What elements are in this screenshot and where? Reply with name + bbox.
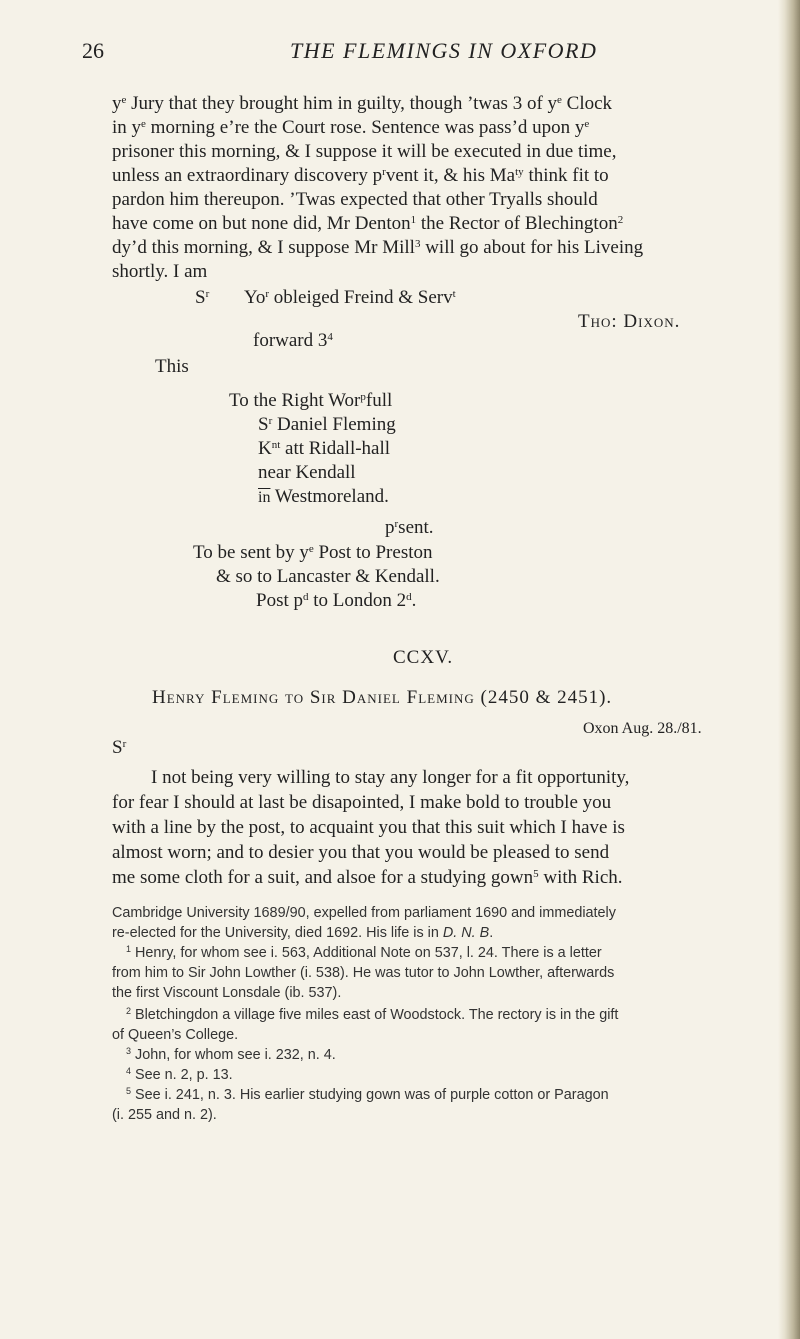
letter-line: me some cloth for a suit, and alsoe for a studying gown$^5$ with Rich. bbox=[112, 867, 623, 888]
page-header bbox=[0, 38, 800, 68]
letter-line: $y^e$ Jury that they brought him in guilty, though ’twas 3 of $y^e$ Clock bbox=[112, 93, 613, 114]
salutation: $S^r$ bbox=[112, 737, 127, 758]
footnote-line: from him to Sir John Lowther (i. 538). He was tutor to John Lowther, afterwards bbox=[112, 965, 615, 981]
letter-heading: Henry Fleming to Sir Daniel Fleming (2450 & 2451). bbox=[152, 687, 613, 708]
footnote-line: of Queen’s College. bbox=[112, 1027, 239, 1043]
letter-line: pardon him thereupon. ’Twas expected that other Tryalls should bbox=[112, 189, 598, 210]
running-title: THE FLEMINGS IN OXFORD bbox=[290, 38, 598, 63]
this-label: This bbox=[155, 356, 189, 377]
letter-line: almost worn; and to desier you that you would be pleased to send bbox=[112, 842, 610, 863]
address-line: To be sent by $y^e$ Post to Preston bbox=[193, 542, 433, 563]
letter-line: I not being very willing to stay any longer for a fit opportunity, bbox=[151, 767, 630, 788]
footnote-line: $^3$ John, for whom see i. 232, n. 4. bbox=[126, 1046, 336, 1063]
address-line: $S^r$ Daniel Fleming bbox=[258, 414, 396, 435]
address-line: $p^rsent$. bbox=[385, 517, 434, 538]
closing-line: Yo$^r$ obleiged Freind & Serv$^t$ bbox=[244, 287, 456, 308]
footnote-line: $^2$ Bletchingdon a village five miles east of Woodstock. The rectory is in the gift bbox=[126, 1006, 619, 1023]
footnote-line: (i. 255 and n. 2). bbox=[112, 1107, 217, 1123]
letter-line: in $y^e$ morning e’re the Court rose. Sentence was pass’d upon $y^e$ bbox=[112, 117, 590, 138]
letter-line: prisoner this morning, & I suppose it will be executed in due time, bbox=[112, 141, 617, 162]
letter-line: have come on but none did, Mr Denton$^1$ the Rector of Blechington$^2$ bbox=[112, 213, 624, 234]
letter-line: for fear I should at last be disapointed, I make bold to trouble you bbox=[112, 792, 612, 813]
letter-line: unless an extraordinary discovery $p^rvent$ it, & his $Ma^{ty}$ think fit to bbox=[112, 165, 609, 186]
footnote-line: $^4$ See n. 2, p. 13. bbox=[126, 1066, 233, 1083]
signature: Tho: Dixon. bbox=[578, 311, 681, 332]
footnote-line: re-elected for the University, died 1692. His life is in D. N. B. bbox=[112, 925, 494, 941]
forward-note: forward $3^4$ bbox=[253, 330, 333, 351]
address-line: near Kendall bbox=[258, 462, 356, 483]
address-line: & so to Lancaster & Kendall. bbox=[216, 566, 440, 587]
page-number: 26 bbox=[82, 38, 104, 63]
closing-salutation: $S^r$ bbox=[195, 287, 210, 308]
letter-line: with a line by the post, to acquaint you that this suit which I have is bbox=[112, 817, 625, 838]
dateline: Oxon Aug. 28./81. bbox=[583, 720, 702, 737]
address-line: $K^{nt}$ att Ridall-hall bbox=[258, 438, 391, 459]
letter-line: dy’d this morning, & I suppose Mr Mill$^3$ will go about for his Liveing bbox=[112, 237, 644, 258]
footnote-line: $^5$ See i. 241, n. 3. His earlier studying gown was of purple cotton or Paragon bbox=[126, 1086, 609, 1103]
page-edge-shadow bbox=[778, 0, 800, 1339]
address-line: $\overline{in}$ Westmoreland. bbox=[258, 486, 389, 507]
address-line: Post $p^d$ to London 2$^d$. bbox=[256, 590, 417, 611]
footnote-line: the first Viscount Lonsdale (ib. 537). bbox=[112, 985, 342, 1001]
letter-line: shortly. I am bbox=[112, 261, 208, 282]
footnote-line: $^1$ Henry, for whom see i. 563, Additional Note on 537, l. 24. There is a letter bbox=[126, 944, 602, 961]
address-line: To the Right Wor$^p$full bbox=[229, 390, 393, 411]
footnote-line: Cambridge University 1689/90, expelled from parliament 1690 and immediately bbox=[112, 905, 616, 921]
letter-number: CCXV. bbox=[393, 647, 454, 668]
